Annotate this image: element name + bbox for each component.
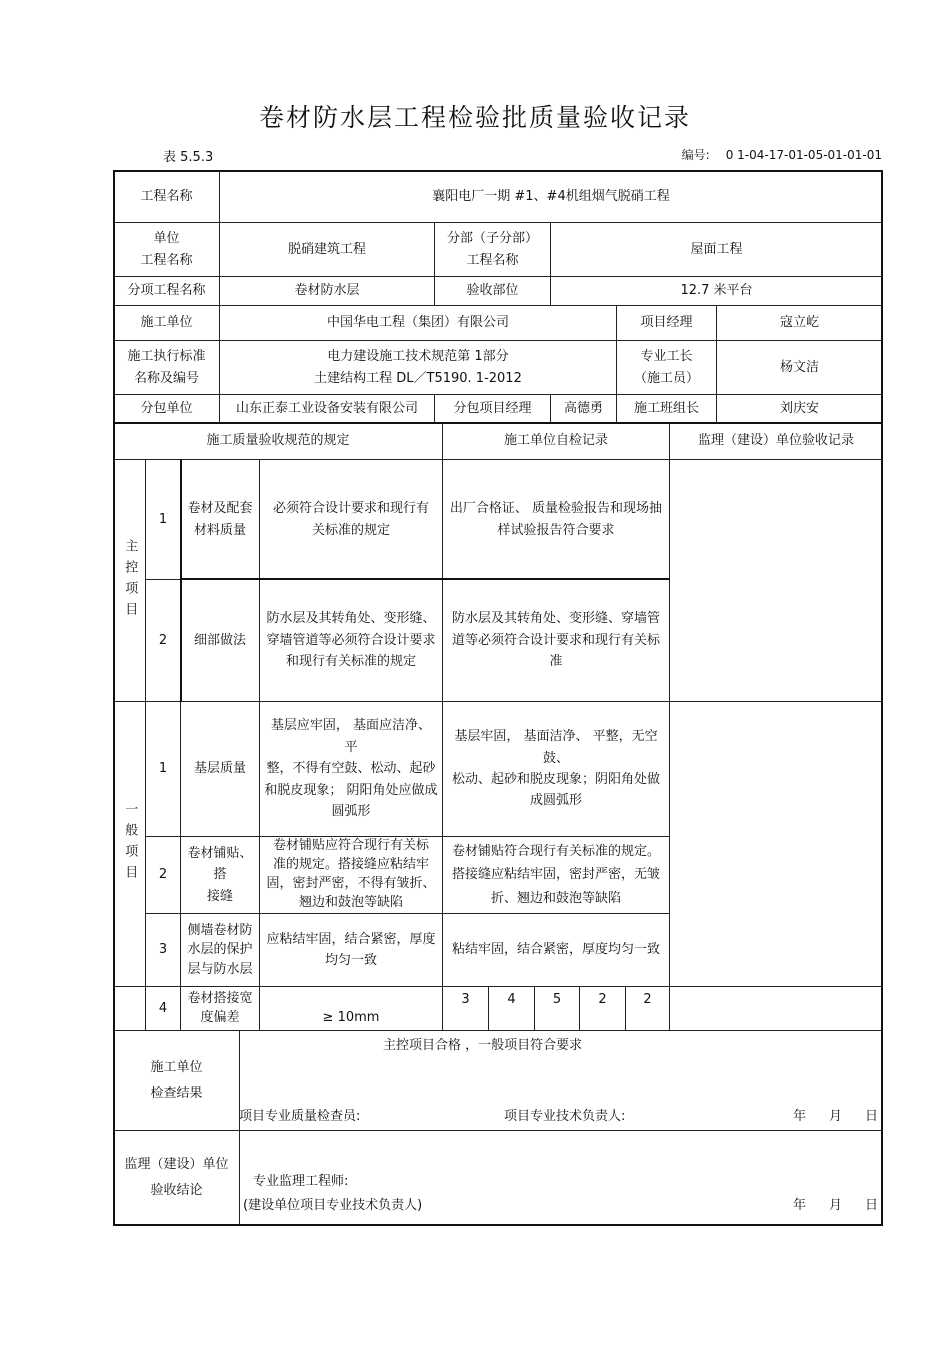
standard-value: 电力建设施工技术规范第 1部分 土建结构工程 DL／T5190. 1-2012: [219, 340, 617, 395]
main-item-2-no: 2: [145, 579, 181, 702]
measurement-5: 2: [625, 986, 670, 1031]
subcontractor-label: 分包单位: [113, 394, 220, 423]
contractor-year: 年: [793, 1109, 807, 1124]
general-item-3-no: 3: [145, 913, 181, 987]
general-item-2-record: 卷材铺贴符合现行有关标准的规定。 搭接缝应粘结牢固，密封严密，无皱 折、翘边和鼓泡等缺陷: [442, 836, 670, 914]
general-item-3-name: 侧墙卷材防 水层的保护 层与防水层: [180, 913, 260, 987]
main-control-label: 主控项目: [113, 459, 146, 702]
main-item-1-record: 出厂合格证、 质量检验报告和现场抽 样试验报告符合要求: [442, 459, 670, 580]
foreman-value: 杨文洁: [716, 340, 883, 395]
quality-inspector-label: 项目专业质量检查员:: [239, 1109, 361, 1124]
general-item-4-spec: ≥ 10mm: [259, 986, 443, 1031]
tech-leader-label: 项目专业技术负责人:: [504, 1109, 626, 1124]
general-item-4-blank: [113, 986, 146, 1031]
main-item-2-spec: 防水层及其转角处、变形缝、 穿墙管道等必须符合设计要求 和现行有关标准的规定: [259, 579, 443, 702]
table-number: 表 5.5.3: [163, 150, 214, 165]
code-label: 编号:: [681, 148, 710, 162]
contractor-conclusion: 主控项目合格 ，一般项目符合要求: [383, 1038, 583, 1053]
sub-project-value: 屋面工程: [550, 222, 883, 277]
supervision-day: 日: [865, 1198, 879, 1213]
main-supervision-record: [669, 459, 883, 702]
unit-project-value: 脱硝建筑工程: [219, 222, 435, 277]
subcontractor-value: 山东正泰工业设备安装有限公司: [219, 394, 435, 423]
measurement-1: 3: [442, 986, 489, 1031]
general-label: 一般项目: [113, 701, 146, 987]
main-item-2-name: 细部做法: [180, 579, 260, 702]
general-item-2-spec: 卷材铺贴应符合现行有关标 准的规定。搭接缝应粘结牢 固，密封严密，不得有皱折、 翘边和鼓泡等缺陷: [259, 836, 443, 914]
contractor-value: 中国华电工程（集团）有限公司: [219, 305, 617, 341]
inspection-form: [113, 170, 883, 1226]
record-code: [666, 146, 882, 163]
col-header-spec: 施工质量验收规范的规定: [113, 422, 443, 460]
project-name-value: 襄阳电厂一期 #1、#4机组烟气脱硝工程: [219, 170, 883, 223]
sub-project-label: 分部（子分部） 工程名称: [434, 222, 551, 277]
supervision-year: 年: [793, 1198, 807, 1213]
divider-header: [113, 422, 883, 424]
project-name-label: 工程名称: [113, 170, 220, 223]
supervision-result-label: 监理（建设）单位 验收结论: [113, 1130, 240, 1226]
general-item-1-record: 基层牢固， 基面洁净、 平整，无空鼓、 松动、起砂和脱皮现象；阴阳角处做 成圆弧形: [442, 701, 670, 837]
measurement-4: 2: [579, 986, 626, 1031]
main-item-2-record: 防水层及其转角处、变形缝、穿墙管 道等必须符合设计要求和现行有关标 准: [442, 579, 670, 702]
outer-border-bottom: [113, 1224, 883, 1226]
standard-label: 施工执行标准 名称及编号: [113, 340, 220, 395]
outer-border-top: [113, 170, 883, 172]
team-leader-label: 施工班组长: [616, 394, 717, 423]
owner-rep-label: (建设单位项目专业技术负责人): [243, 1198, 423, 1213]
contractor-result-label: 施工单位 检查结果: [113, 1030, 240, 1131]
col-header-self-check: 施工单位自检记录: [442, 422, 670, 460]
team-leader-value: 刘庆安: [716, 394, 883, 423]
divider-main-name: [180, 459, 182, 702]
general-item-4-no: 4: [145, 986, 181, 1031]
item-project-value: 卷材防水层: [219, 276, 435, 306]
main-item-1-name: 卷材及配套 材料质量: [180, 459, 260, 580]
sub-pm-label: 分包项目经理: [434, 394, 551, 423]
outer-border-left: [113, 170, 115, 1226]
supervision-month: 月: [829, 1198, 843, 1213]
col-header-supervision: 监理（建设）单位验收记录: [669, 422, 883, 460]
general-item-1-name: 基层质量: [180, 701, 260, 837]
acceptance-part-value: 12.7 米平台: [550, 276, 883, 306]
general-item-2-name: 卷材铺贴、搭 接缝: [180, 836, 260, 914]
contractor-label: 施工单位: [113, 305, 220, 341]
main-item-1-no: 1: [145, 459, 181, 580]
acceptance-part-label: 验收部位: [434, 276, 551, 306]
contractor-day: 日: [865, 1109, 879, 1124]
outer-border-right: [881, 170, 883, 1226]
general-supervision-record: [669, 701, 883, 987]
foreman-label: 专业工长 （施工员）: [616, 340, 717, 395]
general-item-3-record: 粘结牢固，结合紧密，厚度均匀一致: [442, 913, 670, 987]
code-value: 0 1-04-17-01-05-01-01-01: [725, 148, 882, 162]
contractor-month: 月: [829, 1109, 843, 1124]
general-item-3-spec: 应粘结牢固，结合紧密，厚度 均匀一致: [259, 913, 443, 987]
measurement-supervision: [669, 986, 883, 1031]
item-project-label: 分项工程名称: [113, 276, 220, 306]
pm-value: 寇立屹: [716, 305, 883, 341]
page-title: 卷材防水层工程检验批质量验收记录: [258, 103, 691, 132]
measurement-3: 5: [534, 986, 580, 1031]
general-item-1-no: 1: [145, 701, 181, 837]
unit-project-label: 单位 工程名称: [113, 222, 220, 277]
pm-label: 项目经理: [616, 305, 717, 341]
sub-pm-value: 高德勇: [550, 394, 617, 423]
supervision-engineer-label: 专业监理工程师:: [253, 1174, 349, 1189]
general-item-1-spec: 基层应牢固， 基面应洁净、 平 整，不得有空鼓、松动、起砂 和脱皮现象； 阴阳角处应做成 圆弧形: [259, 701, 443, 837]
measurement-2: 4: [488, 986, 535, 1031]
main-item-1-spec: 必须符合设计要求和现行有 关标准的规定: [259, 459, 443, 580]
general-item-4-name: 卷材搭接宽 度偏差: [180, 986, 260, 1031]
general-item-2-no: 2: [145, 836, 181, 914]
divider-main-items: [180, 578, 670, 580]
